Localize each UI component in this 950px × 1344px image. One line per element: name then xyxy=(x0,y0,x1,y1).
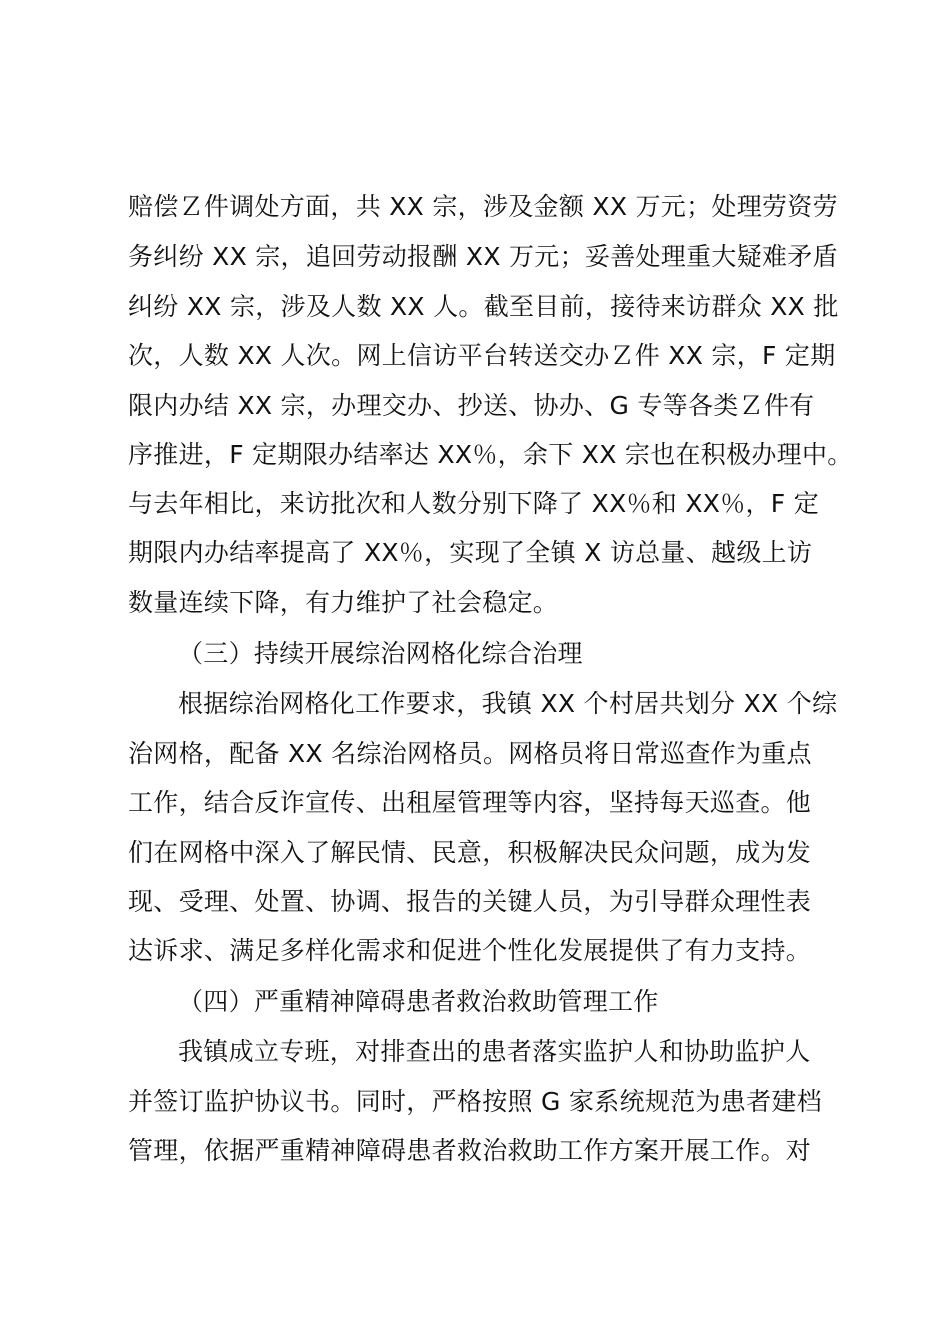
body-text-line: 次，人数 XX 人次。网上信访平台转送交办Ｚ件 XX 宗，F 定期 xyxy=(128,341,836,370)
paragraph-first-line: 根据综治网格化工作要求，我镇 XX 个村居共划分 XX 个综 xyxy=(178,689,838,718)
body-text-line: 期限内办结率提高了 XX％，实现了全镇 X 访总量、越级上访 xyxy=(128,538,813,567)
body-text-line: 务纠纷 XX 宗，追回劳动报酬 XX 万元；妥善处理重大疑难矛盾 xyxy=(128,242,838,271)
body-text-line: 管理，依据严重精神障碍患者救治救助工作方案开展工作。对 xyxy=(128,1136,812,1165)
body-text-line: 序推进，F 定期限办结率达 XX％，余下 XX 宗也在积极办理中。 xyxy=(128,440,853,469)
body-text-line: 们在网格中深入了解民情、民意，积极解决民众问题，成为发 xyxy=(128,838,812,867)
section-heading-4: （四）严重精神障碍患者救治救助管理工作 xyxy=(178,987,659,1016)
body-text-line: 与去年相比，来访批次和人数分别下降了 XX％和 XX％，F 定 xyxy=(128,489,820,518)
paragraph-first-line: 我镇成立专班，对排查出的患者落实监护人和协助监护人 xyxy=(178,1037,811,1066)
section-heading-3: （三）持续开展综治网格化综合治理 xyxy=(178,639,583,668)
body-text-line: 纠纷 XX 宗，涉及人数 XX 人。截至目前，接待来访群众 XX 批 xyxy=(128,292,839,321)
body-text-line: 治网格，配备 XX 名综治网格员。网格员将日常巡查作为重点 xyxy=(128,739,812,768)
body-text-line: 并签订监护协议书。同时，严格按照 G 家系统规范为患者建档 xyxy=(128,1087,822,1116)
body-text-line: 达诉求、满足多样化需求和促进个性化发展提供了有力支持。 xyxy=(128,936,812,965)
body-text-line: 限内办结 XX 宗，办理交办、抄送、协办、G 专等各类Ｚ件有 xyxy=(128,391,815,420)
body-text-line: 工作，结合反诈宣传、出租屋管理等内容，坚持每天巡查。他 xyxy=(128,788,812,817)
body-text-line: 现、受理、处置、协调、报告的关键人员，为引导群众理性表 xyxy=(128,887,812,916)
body-text-line: 数量连续下降，有力维护了社会稳定。 xyxy=(128,588,559,617)
body-text-line: 赔偿Ｚ件调处方面，共 XX 宗，涉及金额 XX 万元；处理劳资劳 xyxy=(128,192,838,221)
